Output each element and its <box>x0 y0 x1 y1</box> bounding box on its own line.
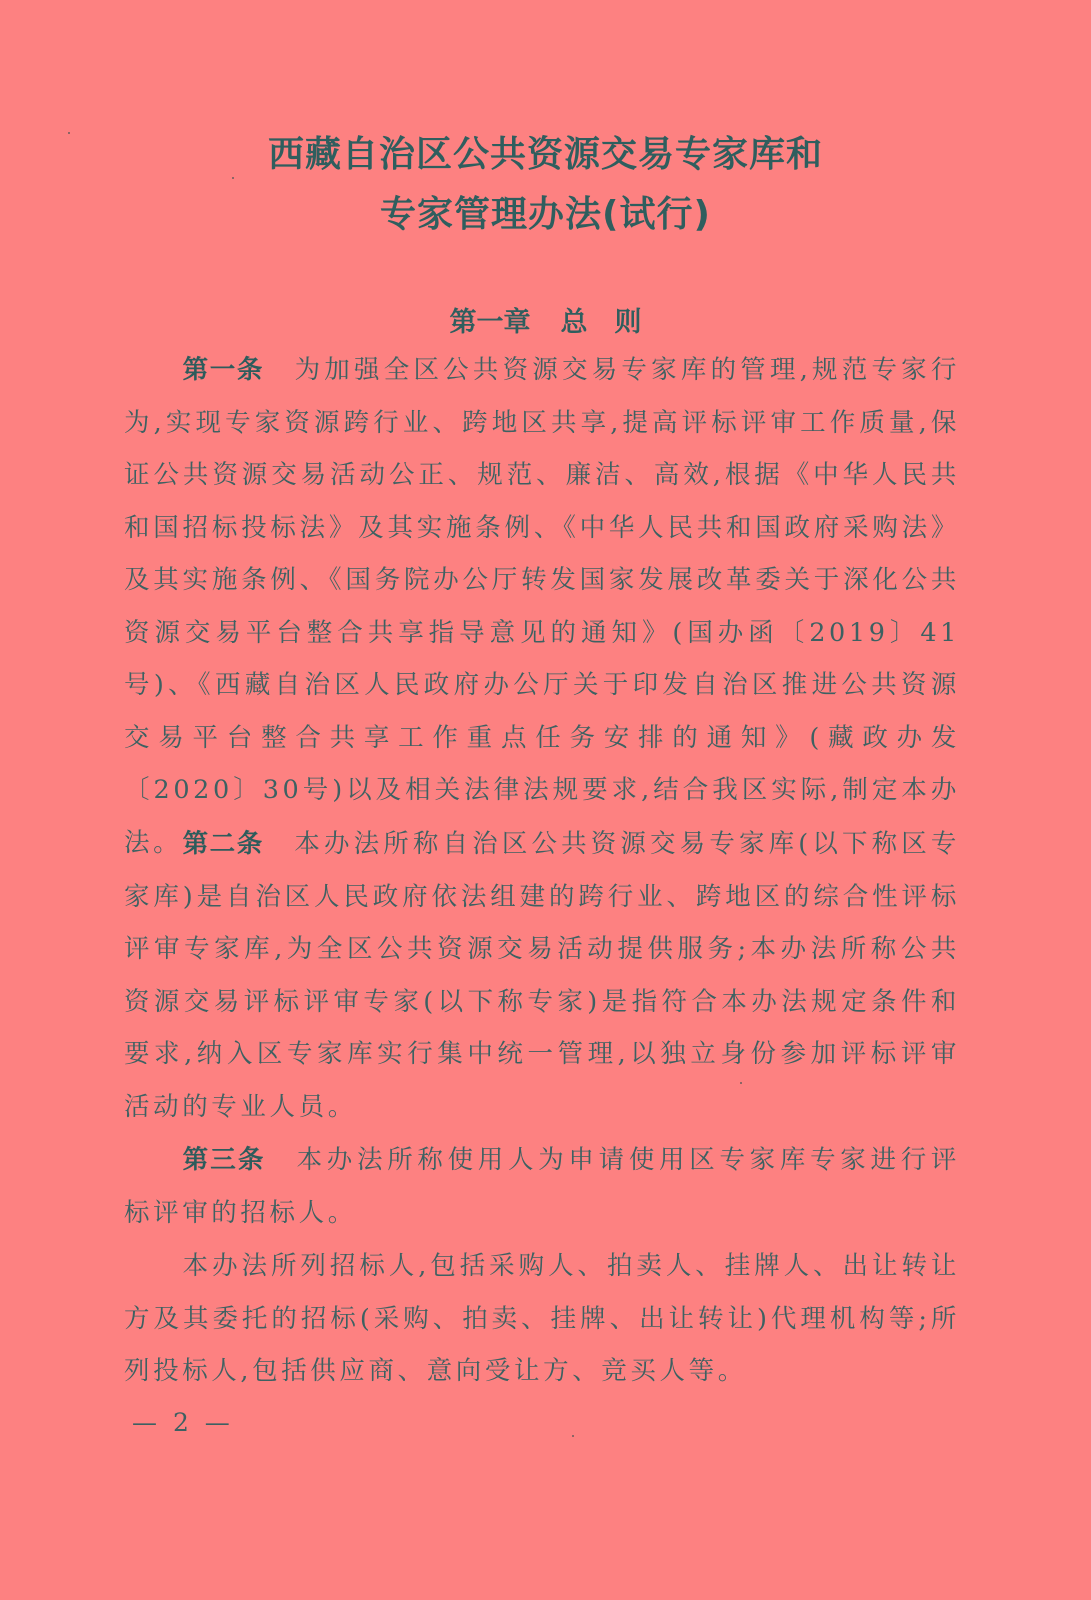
article-1-label: 第一条 <box>182 355 264 385</box>
article-3-paragraph <box>124 1134 960 1239</box>
article-3-text: 本办法所称使用人为申请使用区专家库专家进行评标评审的招标人。 <box>124 1145 960 1228</box>
article-3-label: 第三条 <box>182 1145 266 1175</box>
page-number: — 2 — <box>132 1408 234 1437</box>
article-1-text: 为加强全区公共资源交易专家库的管理,规范专家行为,实现专家资源跨行业、跨地区共享,提高评标评审工作质量,保证公共资源交易活动公正、规范、廉洁、高效,根据《中华人民共和国招标投标法》及其实施条例、《中华人民共和国政府采购法》及其实施条例、《国务院办公厅转发国家发展改革委关于深化公共资源交易平台整合共享指导意见的通知》(国办函〔2019〕41号)、《西藏自治区人民政府办公厅关于印发自治区推进公共资源交易平台整合共享工作重点任务安排的通知》(藏政办发〔2020〕30号)以及相关法律法规要求,结合我区实际,制定本办法。 <box>124 355 960 858</box>
scan-speck <box>572 1435 574 1437</box>
document-title-line1: 西藏自治区公共资源交易专家库和 <box>267 134 823 175</box>
scan-speck <box>68 132 70 134</box>
scan-speck <box>232 177 234 179</box>
article-2-label: 第二条 <box>182 829 264 859</box>
chapter-heading <box>0 300 1091 339</box>
article-1 <box>124 344 960 869</box>
article-3 <box>124 1134 960 1239</box>
article-3-paragraph-2 <box>124 1240 960 1398</box>
article-2-text: 本办法所称自治区公共资源交易专家库(以下称区专家库)是自治区人民政府依法组建的跨行业、跨地区的综合性评标评审专家库,为全区公共资源交易活动提供服务;本办法所称公共资源交易评标评审专家(以下称专家)是指符合本办法规定条件和要求,纳入区专家库实行集中统一管理,以独立身份参加评标评审活动的专业人员。 <box>124 829 960 1122</box>
document-title-line2: 专家管理办法(试行) <box>380 194 711 235</box>
chapter-name: 总 则 <box>560 307 642 338</box>
chapter-label: 第一章 <box>449 307 531 338</box>
article-1-paragraph <box>124 344 960 869</box>
article-2 <box>124 818 960 1133</box>
article-2-paragraph <box>124 818 960 1133</box>
scan-speck <box>740 1082 742 1084</box>
paragraph-text: 本办法所列招标人,包括采购人、拍卖人、挂牌人、出让转让方及其委托的招标(采购、拍卖、挂牌、出让转让)代理机构等;所列投标人,包括供应商、意向受让方、竞买人等。 <box>124 1251 960 1386</box>
